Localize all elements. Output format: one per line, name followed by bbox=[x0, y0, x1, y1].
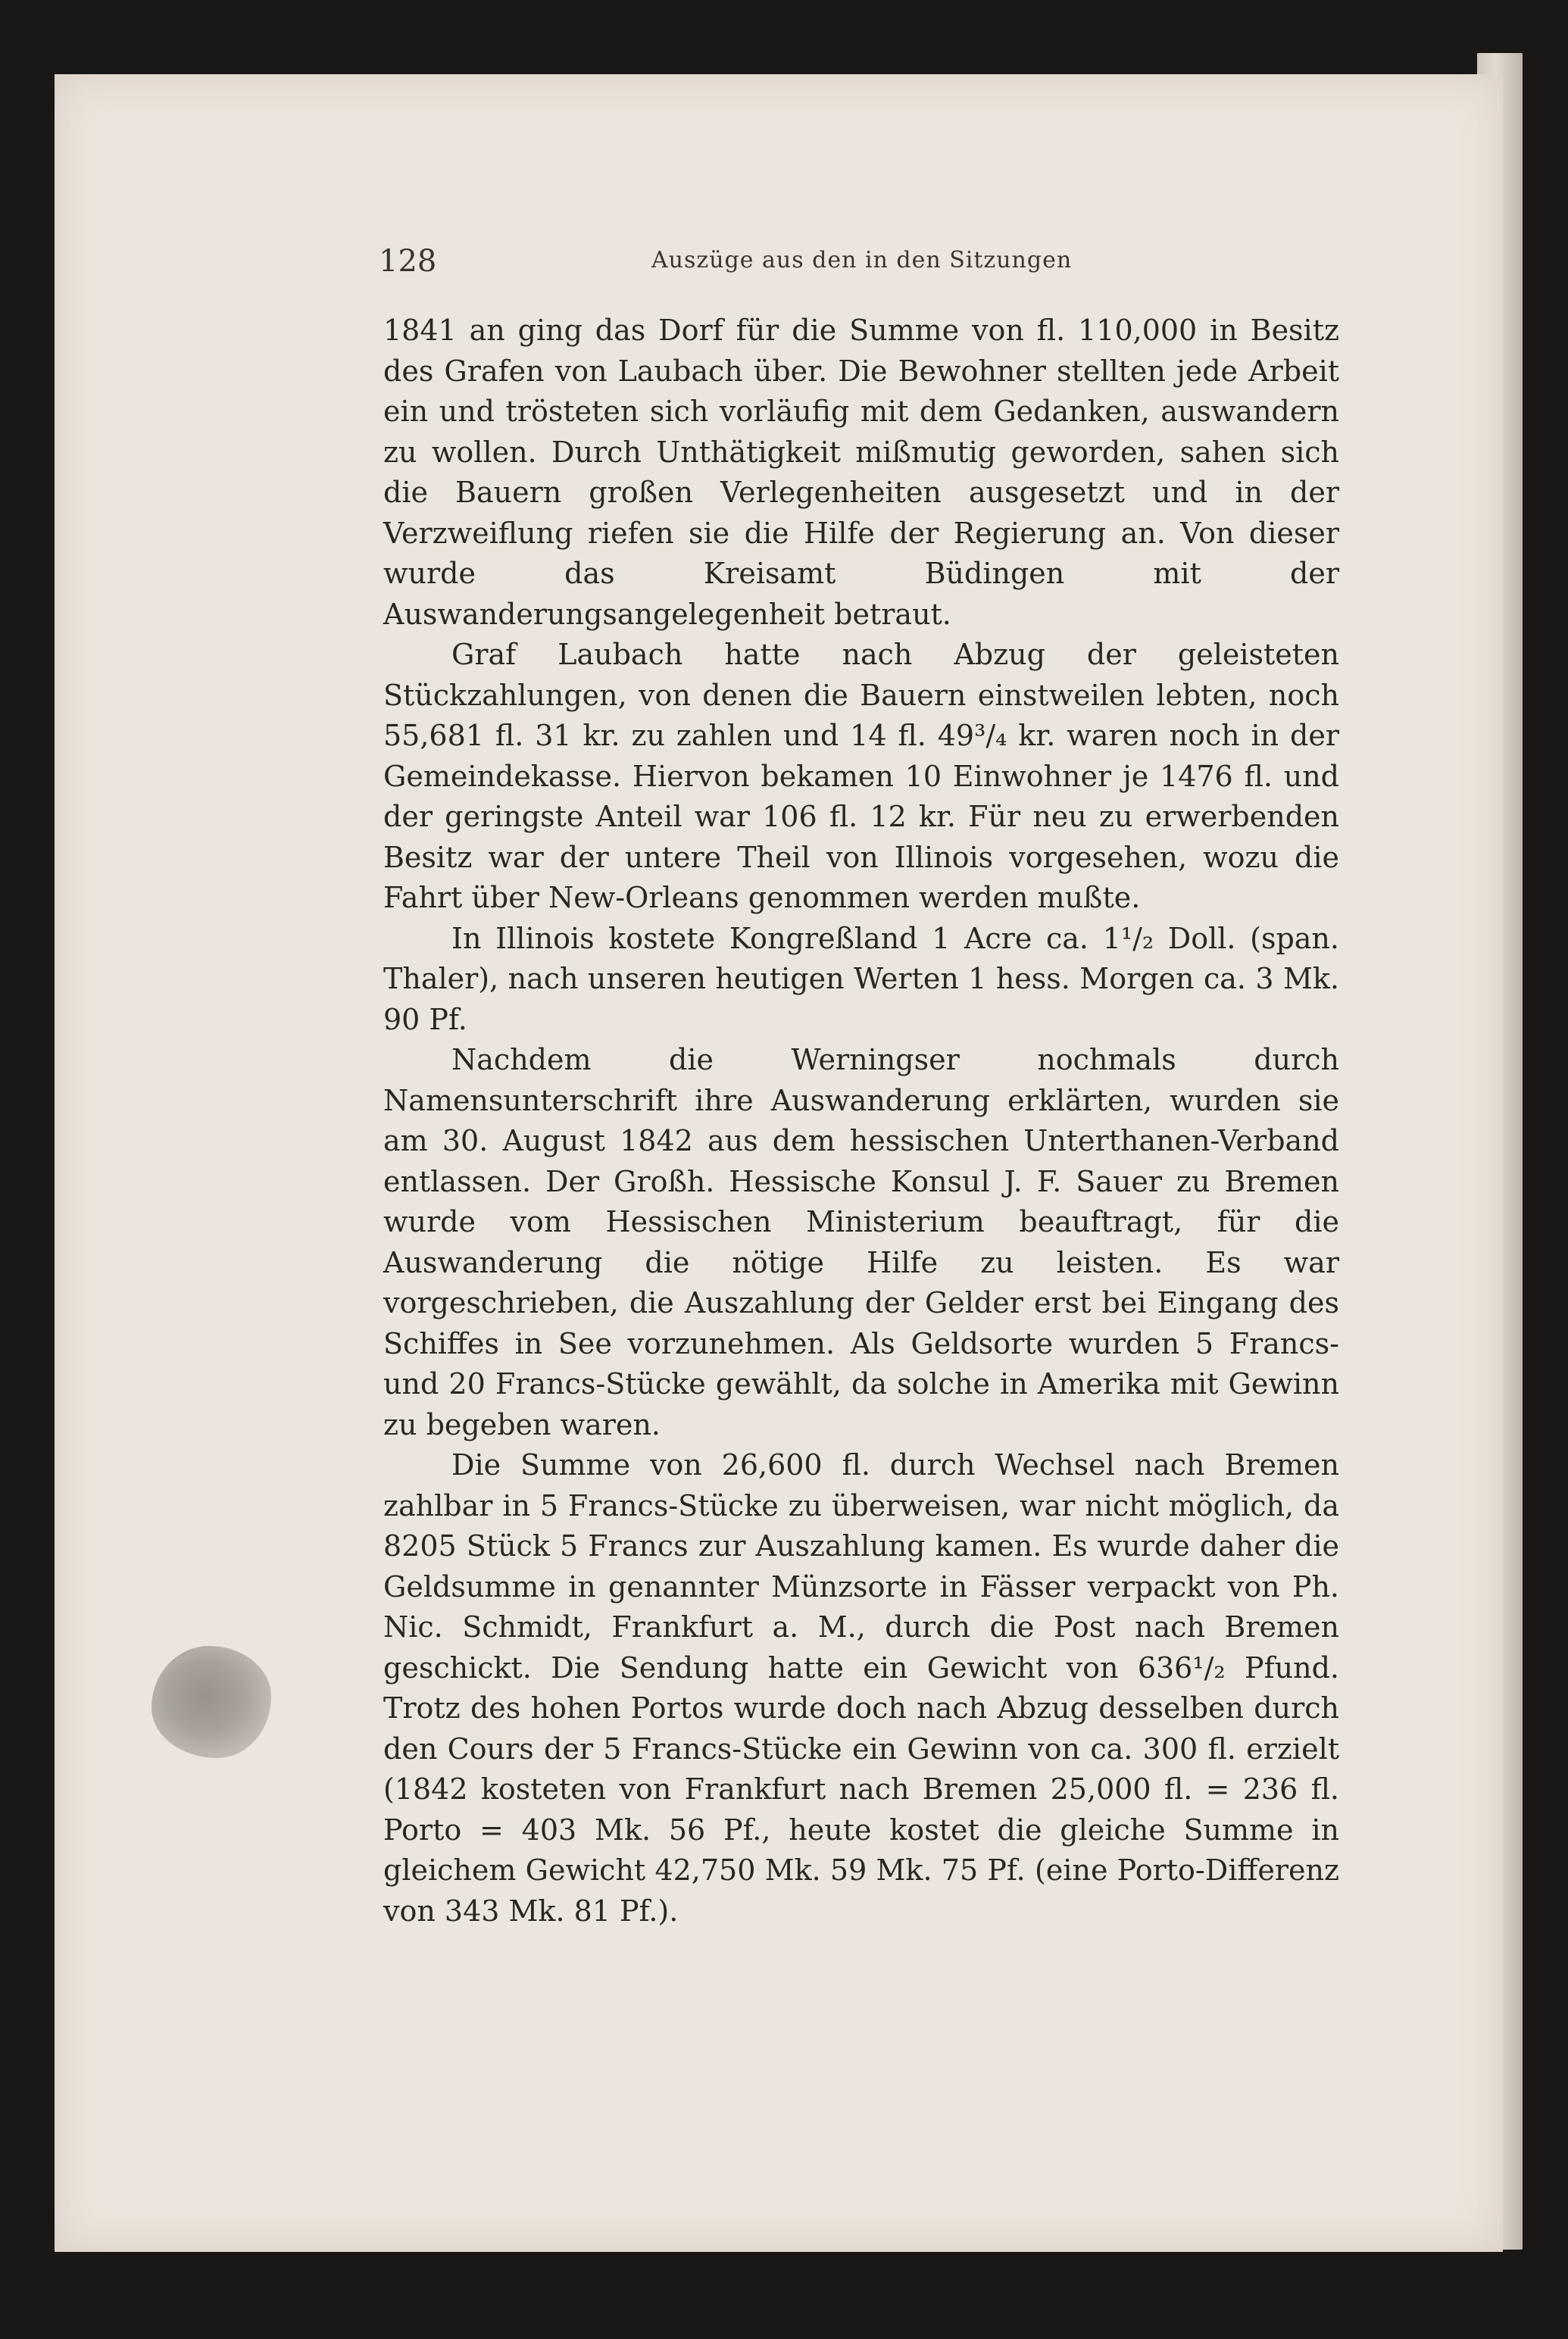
paragraph: 1841 an ging das Dorf für die Summe von fl. 110,000 in Besitz des Grafen von Laubach über. Die Bewohner stellten jede Arbeit ein und trösteten sich vorläufig mit dem Gedanken, auswandern zu wollen. Durch Unthätigkeit mißmutig geworden, sahen sich die Bauern großen Verlegenheiten ausgesetzt und in der Verzweiflung riefen sie die Hilfe der Regierung an. Von dieser wurde das Kreisamt Büdingen mit der Auswanderungsangelegenheit betraut. bbox=[383, 314, 1339, 631]
paper-stain bbox=[151, 1646, 271, 1758]
paragraph: Graf Laubach hatte nach Abzug der geleisteten Stückzahlungen, von denen die Bauern einstweilen lebten, noch 55,681 fl. 31 kr. zu zahlen und 14 fl. 49³/₄ kr. waren noch in der Gemeindekasse. Hiervon bekamen 10 Einwohner je 1476 fl. und der geringste Anteil war 106 fl. 12 kr. Für neu zu erwerbenden Besitz war der untere Theil von Illinois vorgesehen, wozu die Fahrt über New-Orleans genommen werden mußte. bbox=[383, 638, 1339, 914]
body-text bbox=[383, 311, 1339, 1931]
paragraph: In Illinois kostete Kongreßland 1 Acre ca. 1¹/₂ Doll. (span. Thaler), nach unseren heutigen Werten 1 hess. Morgen ca. 3 Mk. 90 Pf. bbox=[383, 921, 1339, 1036]
paragraph: Die Summe von 26,600 fl. durch Wechsel nach Bremen zahlbar in 5 Francs-Stücke zu überweisen, war nicht möglich, da 8205 Stück 5 Francs zur Auszahlung kamen. Es wurde daher die Geldsumme in genannter Münzsorte in Fässer verpackt von Ph. Nic. Schmidt, Frankfurt a. M., durch die Post nach Bremen geschickt. Die Sendung hatte ein Gewicht von 636¹/₂ Pfund. Trotz des hohen Portos wurde doch nach Abzug desselben durch den Cours der 5 Francs-Stücke ein Gewinn von ca. 300 fl. erzielt (1842 kosteten von Frankfurt nach Bremen 25,000 fl. = 236 fl. Porto = 403 Mk. 56 Pf., heute kostet die gleiche Summe in gleichem Gewicht 42,750 Mk. 59 Mk. 75 Pf. (eine Porto-Differenz von 343 Mk. 81 Pf.). bbox=[383, 1448, 1339, 1928]
paragraph: Nachdem die Werningser nochmals durch Namensunterschrift ihre Auswanderung erklärten, wurden sie am 30. August 1842 aus dem hessischen Unterthanen-Verband entlassen. Der Großh. Hessische Konsul J. F. Sauer zu Bremen wurde vom Hessischen Ministerium beauftragt, für die Auswanderung die nötige Hilfe zu leisten. Es war vorgeschrieben, die Auszahlung der Gelder erst bei Eingang des Schiffes in See vorzunehmen. Als Geldsorte wurden 5 Francs- und 20 Francs-Stücke gewählt, da solche in Amerika mit Gewinn zu begeben waren. bbox=[383, 1043, 1339, 1441]
page-number: 128 bbox=[379, 244, 437, 279]
running-head: Auszüge aus den in den Sitzungen bbox=[651, 247, 1073, 273]
page-header bbox=[379, 244, 1335, 286]
